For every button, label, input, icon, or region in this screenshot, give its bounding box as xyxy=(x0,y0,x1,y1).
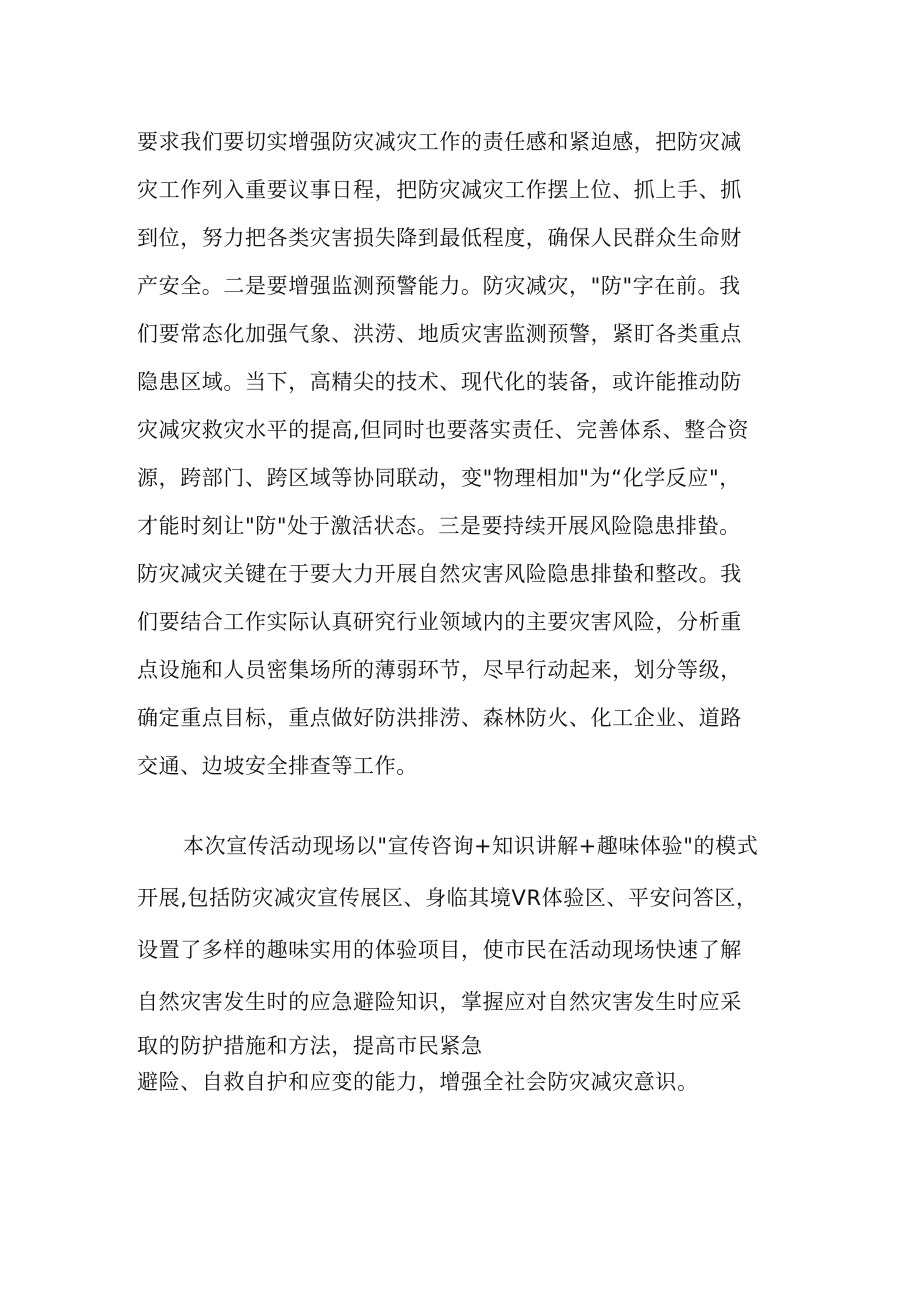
text-line: 产安全。二是要增强监测预警能力。防灾减灾，"防"字在前。我 xyxy=(137,274,741,298)
text-line: 隐患区域。当下，高精尖的技术、现代化的装备，或许能推动防 xyxy=(137,370,742,394)
text-line: 本次宣传活动现场以"宣传咨询+知识讲解+趣味体验"的模式 xyxy=(183,834,759,858)
text-line: 交通、边坡安全排查等工作。 xyxy=(137,754,418,778)
text-line: 们要结合工作实际认真研究行业领域内的主要灾害风险，分析重 xyxy=(137,610,742,634)
text-line: 取的防护措施和方法，提高市民紧急 xyxy=(137,1034,483,1058)
text-line: 要求我们要切实增强防灾减灾工作的责任感和紧迫感，把防灾减 xyxy=(137,130,742,154)
paragraph-2 xyxy=(137,820,817,1100)
text-line: 开展,包括防灾减灾宣传展区、身临其境VR体验区、平安问答区， xyxy=(137,886,758,910)
text-line: 设置了多样的趣味实用的体验项目，使市民在活动现场快速了解 xyxy=(137,938,742,962)
text-line: 自然灾害发生时的应急避险知识，掌握应对自然灾害发生时应采 xyxy=(137,990,742,1014)
text-line: 点设施和人员密集场所的薄弱环节，尽早行动起来，划分等级， xyxy=(137,658,742,682)
text-line: 灾工作列入重要议事日程，把防灾减灾工作摆上位、抓上手、抓 xyxy=(137,178,742,202)
paragraph-1 xyxy=(137,118,817,790)
text-line: 灾减灾救灾水平的提高,但同时也要落实责任、完善体系、整合资 xyxy=(137,418,750,442)
text-line: 们要常态化加强气象、洪涝、地质灾害监测预警，紧盯各类重点 xyxy=(137,322,742,346)
text-line: 源，跨部门、跨区域等协同联动，变"物理相加"为“化学反应"， xyxy=(137,466,741,490)
text-line: 确定重点目标，重点做好防洪排涝、森林防火、化工企业、道路 xyxy=(137,706,742,730)
text-line: 防灾减灾关键在于要大力开展自然灾害风险隐患排蛰和整改。我 xyxy=(137,562,742,586)
text-line: 到位，努力把各类灾害损失降到最低程度，确保人民群众生命财 xyxy=(137,226,742,250)
text-line: 避险、自救自护和应变的能力，增强全社会防灾减灾意识。 xyxy=(137,1070,699,1094)
text-line: 才能时刻让"防"处于激活状态。三是要持续开展风险隐患排蛰。 xyxy=(137,514,741,538)
